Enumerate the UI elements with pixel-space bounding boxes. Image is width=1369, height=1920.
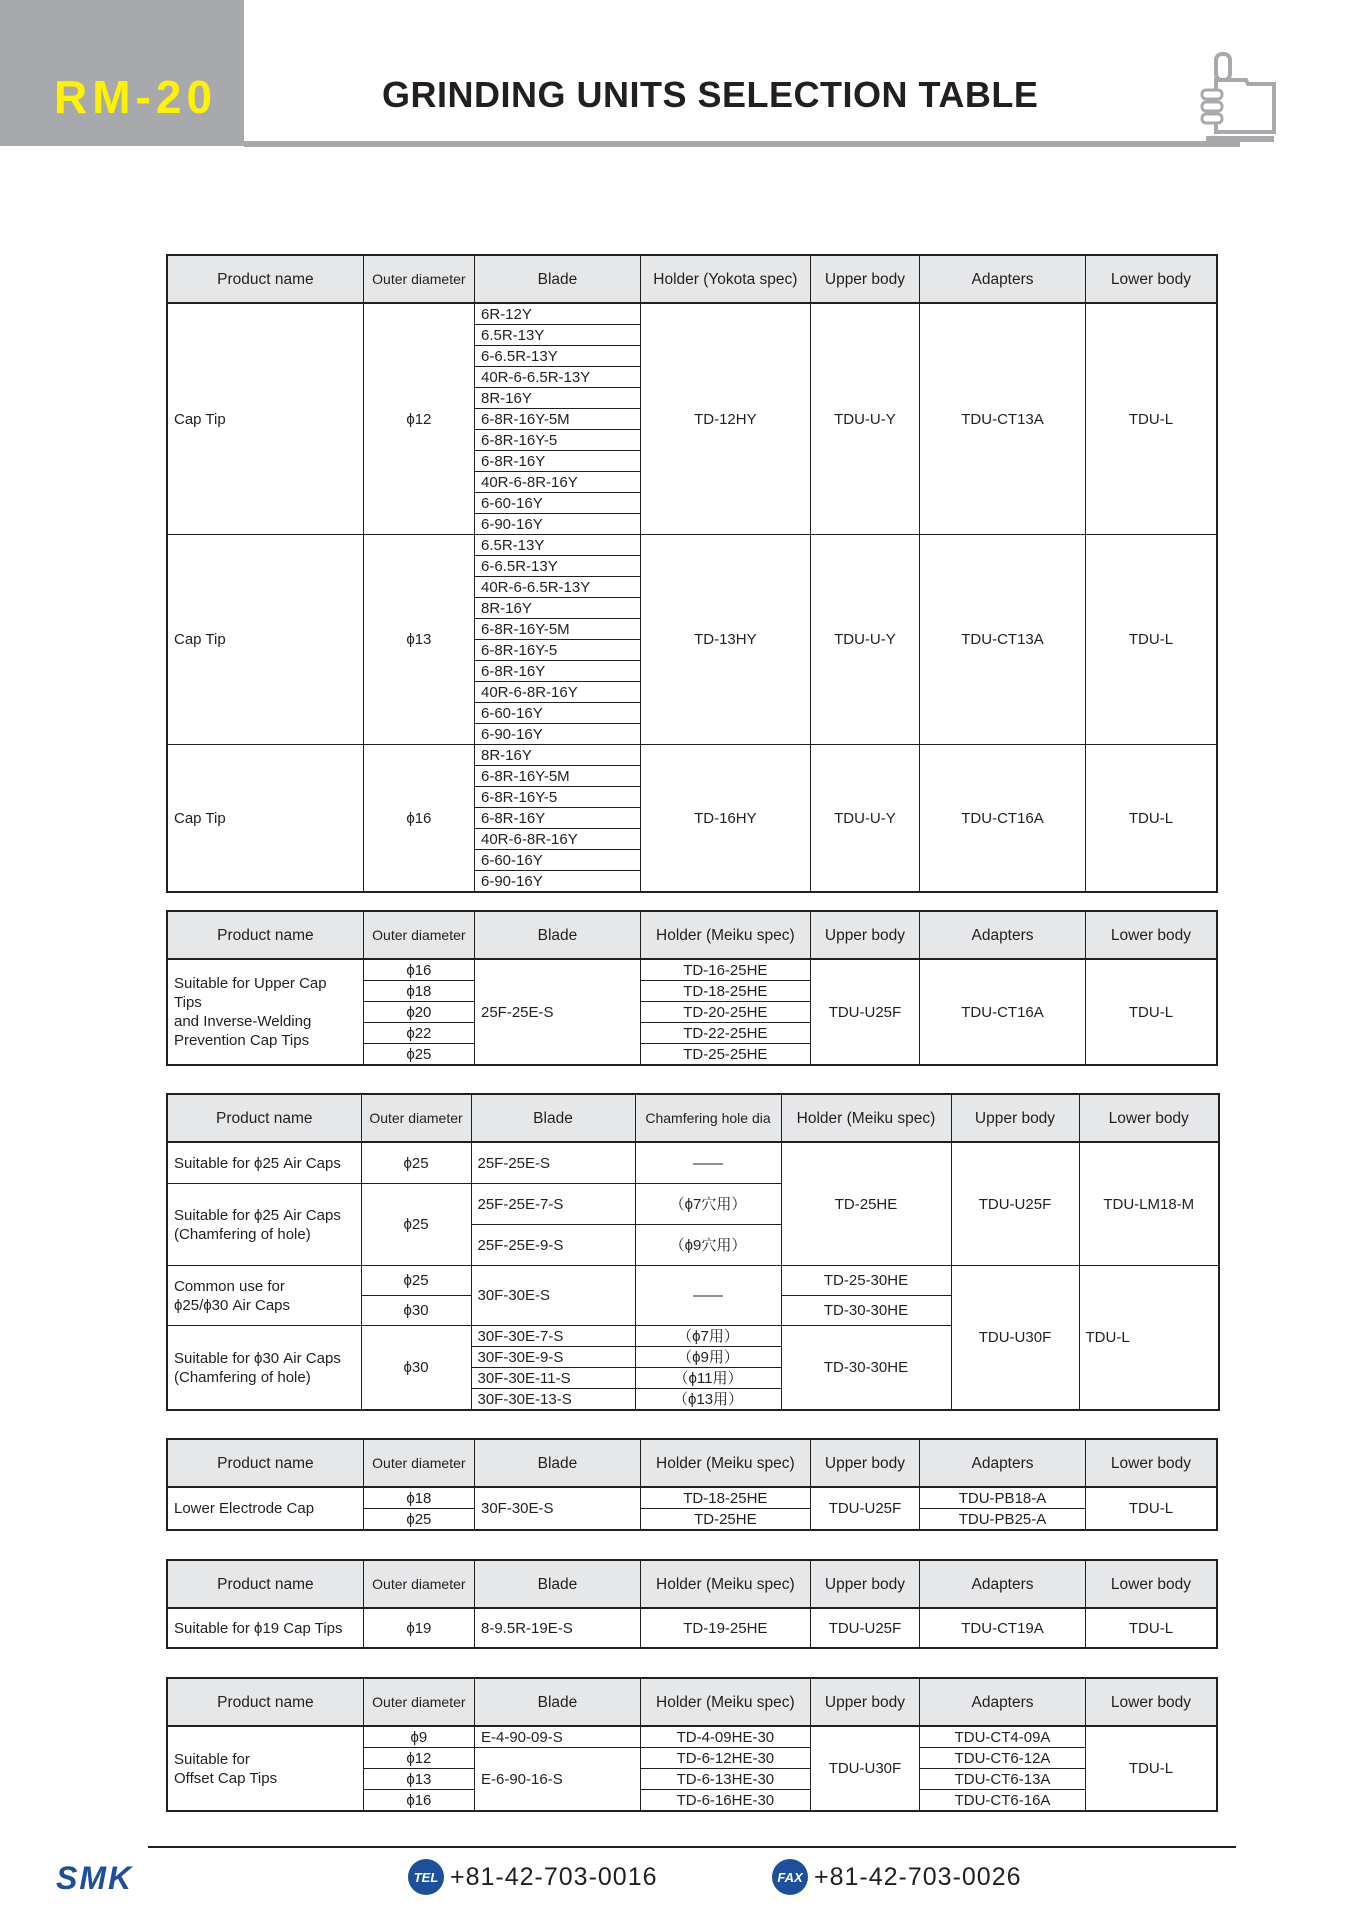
table-row xyxy=(167,303,1217,325)
lower-body-cell: TDU-L xyxy=(1079,1266,1219,1411)
holder-cell: TD-4-09HE-30 xyxy=(640,1726,810,1748)
chamfering-hole-cell: （ϕ13用） xyxy=(635,1389,781,1411)
table-row xyxy=(167,1487,1217,1509)
upper-body-cell: TDU-U25F xyxy=(810,1608,919,1648)
product-name-cell: Suitable for ϕ19 Cap Tips xyxy=(167,1608,363,1648)
blade-cell: 6-90-16Y xyxy=(475,514,641,535)
header-holder: Holder (Yokota spec) xyxy=(640,255,810,303)
header-outer-diameter: Outer diameter xyxy=(361,1094,471,1142)
header-adapters: Adapters xyxy=(920,1439,1086,1487)
header-lower-body: Lower body xyxy=(1085,1678,1217,1726)
blade-cell: 6-60-16Y xyxy=(475,703,641,724)
lower-body-cell: TDU-L xyxy=(1085,1487,1217,1530)
header-adapters: Adapters xyxy=(920,1560,1086,1608)
product-name-cell: Suitable for ϕ25 Air Caps xyxy=(167,1142,361,1184)
header-outer-diameter: Outer diameter xyxy=(363,1560,474,1608)
chamfering-hole-cell: —— xyxy=(635,1266,781,1326)
header-holder: Holder (Meiku spec) xyxy=(640,911,810,959)
holder-cell: TD-12HY xyxy=(640,303,810,535)
header-upper-body: Upper body xyxy=(810,1678,919,1726)
adapter-cell: TDU-CT19A xyxy=(920,1608,1086,1648)
holder-cell: TD-20-25HE xyxy=(640,1002,810,1023)
outer-diameter-cell: ϕ20 xyxy=(363,1002,474,1023)
air-cap-table xyxy=(166,1093,1220,1411)
blade-cell: 25F-25E-7-S xyxy=(471,1184,635,1225)
table-header-row xyxy=(167,1439,1217,1487)
lower-body-cell: TDU-L xyxy=(1085,303,1217,535)
product-name-cell: Suitable for ϕ25 Air Caps (Chamfering of hole) xyxy=(167,1184,361,1266)
blade-cell: 30F-30E-S xyxy=(475,1487,641,1530)
outer-diameter-cell: ϕ18 xyxy=(363,1487,474,1509)
lower-electrode-cap-table xyxy=(166,1438,1218,1531)
outer-diameter-cell: ϕ13 xyxy=(363,1769,474,1790)
product-name-cell: Suitable for Offset Cap Tips xyxy=(167,1726,363,1811)
header-holder: Holder (Meiku spec) xyxy=(640,1678,810,1726)
adapter-cell: TDU-CT16A xyxy=(920,745,1086,893)
chamfering-hole-cell: —— xyxy=(635,1142,781,1184)
svg-text:SMK: SMK xyxy=(56,1862,134,1894)
header-blade: Blade xyxy=(475,911,641,959)
holder-cell: TD-19-25HE xyxy=(640,1608,810,1648)
table-row xyxy=(167,1608,1217,1648)
product-name-cell: Cap Tip xyxy=(167,745,363,893)
blade-cell: 6-8R-16Y-5M xyxy=(475,766,641,787)
blade-cell: 6.5R-13Y xyxy=(475,535,641,556)
chamfering-hole-cell: （ϕ11用） xyxy=(635,1368,781,1389)
table-row xyxy=(167,1726,1217,1748)
upper-body-cell: TDU-U25F xyxy=(810,959,919,1065)
outer-diameter-cell: ϕ25 xyxy=(361,1266,471,1296)
adapter-cell: TDU-CT6-12A xyxy=(920,1748,1086,1769)
blade-cell: 6-8R-16Y-5 xyxy=(475,640,641,661)
holder-cell: TD-6-13HE-30 xyxy=(640,1769,810,1790)
product-name-cell: Cap Tip xyxy=(167,535,363,745)
table-row xyxy=(167,959,1217,981)
header-holder: Holder (Meiku spec) xyxy=(781,1094,951,1142)
page-title: GRINDING UNITS SELECTION TABLE xyxy=(382,74,1039,115)
lower-body-cell: TDU-L xyxy=(1085,959,1217,1065)
header-upper-body: Upper body xyxy=(810,1560,919,1608)
outer-diameter-cell: ϕ12 xyxy=(363,1748,474,1769)
product-name-cell: Suitable for ϕ30 Air Caps (Chamfering of hole) xyxy=(167,1326,361,1411)
header-adapters: Adapters xyxy=(920,1678,1086,1726)
fax-number: +81-42-703-0026 xyxy=(814,1862,1022,1891)
header-upper-body: Upper body xyxy=(951,1094,1079,1142)
blade-cell: 8R-16Y xyxy=(475,598,641,619)
header-divider xyxy=(244,141,1240,147)
footer-divider xyxy=(148,1846,1236,1848)
adapter-cell: TDU-CT13A xyxy=(920,303,1086,535)
adapter-cell: TDU-PB18-A xyxy=(920,1487,1086,1509)
upper-cap-tip-table xyxy=(166,910,1218,1066)
header-adapters: Adapters xyxy=(920,255,1086,303)
holder-cell: TD-25-25HE xyxy=(640,1044,810,1066)
blade-cell: 6-6.5R-13Y xyxy=(475,346,641,367)
outer-diameter-cell: ϕ25 xyxy=(363,1509,474,1531)
upper-body-cell: TDU-U-Y xyxy=(810,535,919,745)
chamfering-hole-cell: （ϕ7用） xyxy=(635,1326,781,1347)
outer-diameter-cell: ϕ30 xyxy=(361,1296,471,1326)
table-row xyxy=(167,745,1217,766)
holder-cell: TD-25HE xyxy=(781,1142,951,1266)
outer-diameter-cell: ϕ12 xyxy=(363,303,474,535)
header-outer-diameter: Outer diameter xyxy=(363,911,474,959)
header-lower-body: Lower body xyxy=(1079,1094,1219,1142)
blade-cell: 6-90-16Y xyxy=(475,724,641,745)
product-name-cell: Lower Electrode Cap xyxy=(167,1487,363,1530)
upper-body-cell: TDU-U25F xyxy=(951,1142,1079,1266)
outer-diameter-cell: ϕ9 xyxy=(363,1726,474,1748)
header-outer-diameter: Outer diameter xyxy=(363,255,474,303)
tel-number: +81-42-703-0016 xyxy=(450,1862,658,1891)
outer-diameter-cell: ϕ22 xyxy=(363,1023,474,1044)
table-row xyxy=(167,1266,1219,1296)
smk-logo xyxy=(56,1862,162,1894)
header-blade: Blade xyxy=(475,255,641,303)
blade-cell: 30F-30E-11-S xyxy=(471,1368,635,1389)
holder-cell: TD-16HY xyxy=(640,745,810,893)
fax-icon: FAX xyxy=(772,1859,808,1895)
fax-contact xyxy=(772,1857,1022,1897)
holder-cell: TD-18-25HE xyxy=(640,1487,810,1509)
blade-cell: 6-8R-16Y xyxy=(475,808,641,829)
lower-body-cell: TDU-L xyxy=(1085,535,1217,745)
holder-cell: TD-6-12HE-30 xyxy=(640,1748,810,1769)
adapter-cell: TDU-CT6-13A xyxy=(920,1769,1086,1790)
blade-cell: 30F-30E-13-S xyxy=(471,1389,635,1411)
outer-diameter-cell: ϕ16 xyxy=(363,745,474,893)
adapter-cell: TDU-PB25-A xyxy=(920,1509,1086,1531)
blade-cell: E-4-90-09-S xyxy=(475,1726,641,1748)
header-lower-body: Lower body xyxy=(1085,255,1217,303)
blade-cell: 40R-6-6.5R-13Y xyxy=(475,367,641,388)
outer-diameter-cell: ϕ25 xyxy=(363,1044,474,1066)
outer-diameter-cell: ϕ16 xyxy=(363,1790,474,1812)
blade-cell: 6-8R-16Y-5M xyxy=(475,409,641,430)
upper-body-cell: TDU-U30F xyxy=(810,1726,919,1811)
blade-cell: 6-8R-16Y-5M xyxy=(475,619,641,640)
chamfering-hole-cell: （ϕ7穴用） xyxy=(635,1184,781,1225)
blade-cell: 6-8R-16Y-5 xyxy=(475,787,641,808)
adapter-cell: TDU-CT6-16A xyxy=(920,1790,1086,1812)
blade-cell: 6-8R-16Y xyxy=(475,661,641,682)
product-name-cell: Common use for ϕ25/ϕ30 Air Caps xyxy=(167,1266,361,1326)
header-blade: Blade xyxy=(475,1439,641,1487)
header-outer-diameter: Outer diameter xyxy=(363,1678,474,1726)
blade-cell: 6-90-16Y xyxy=(475,871,641,893)
blade-cell: 40R-6-8R-16Y xyxy=(475,829,641,850)
upper-body-cell: TDU-U25F xyxy=(810,1487,919,1530)
holder-cell: TD-16-25HE xyxy=(640,959,810,981)
header-lower-body: Lower body xyxy=(1085,911,1217,959)
table-header-row xyxy=(167,1094,1219,1142)
outer-diameter-cell: ϕ19 xyxy=(363,1608,474,1648)
holder-cell: TD-30-30HE xyxy=(781,1296,951,1326)
header-product-name: Product name xyxy=(167,255,363,303)
table-header-row xyxy=(167,1560,1217,1608)
adapter-cell: TDU-CT16A xyxy=(920,959,1086,1065)
header-upper-body: Upper body xyxy=(810,255,919,303)
blade-cell: 6-6.5R-13Y xyxy=(475,556,641,577)
table-header-row xyxy=(167,255,1217,303)
table-header-row xyxy=(167,911,1217,959)
blade-cell: 30F-30E-7-S xyxy=(471,1326,635,1347)
lower-body-cell: TDU-L xyxy=(1085,745,1217,893)
blade-cell: 8R-16Y xyxy=(475,745,641,766)
holder-cell: TD-6-16HE-30 xyxy=(640,1790,810,1812)
blade-cell: 6-8R-16Y-5 xyxy=(475,430,641,451)
blade-cell: 40R-6-8R-16Y xyxy=(475,682,641,703)
outer-diameter-cell: ϕ25 xyxy=(361,1184,471,1266)
table-header-row xyxy=(167,1678,1217,1726)
product-name-cell: Cap Tip xyxy=(167,303,363,535)
header-product-name: Product name xyxy=(167,1439,363,1487)
header-product-name: Product name xyxy=(167,1094,361,1142)
blade-cell: 6-60-16Y xyxy=(475,493,641,514)
holder-cell: TD-22-25HE xyxy=(640,1023,810,1044)
blade-cell: 30F-30E-9-S xyxy=(471,1347,635,1368)
outer-diameter-cell: ϕ25 xyxy=(361,1142,471,1184)
outer-diameter-cell: ϕ30 xyxy=(361,1326,471,1411)
blade-cell: 30F-30E-S xyxy=(471,1266,635,1326)
holder-cell: TD-25HE xyxy=(640,1509,810,1531)
blade-cell: 8-9.5R-19E-S xyxy=(475,1608,641,1648)
blade-cell: 8R-16Y xyxy=(475,388,641,409)
series-code: RM-20 xyxy=(54,71,218,123)
blade-cell: 40R-6-6.5R-13Y xyxy=(475,577,641,598)
lower-body-cell: TDU-L xyxy=(1085,1726,1217,1811)
outer-diameter-cell: ϕ18 xyxy=(363,981,474,1002)
yokota-cap-tip-table xyxy=(166,254,1218,893)
header-product-name: Product name xyxy=(167,1678,363,1726)
blade-cell: 6R-12Y xyxy=(475,303,641,325)
series-code-box xyxy=(0,0,244,146)
tel-icon: TEL xyxy=(408,1859,444,1895)
holder-cell: TD-13HY xyxy=(640,535,810,745)
header-blade: Blade xyxy=(471,1094,635,1142)
header-adapters: Adapters xyxy=(920,911,1086,959)
adapter-cell: TDU-CT13A xyxy=(920,535,1086,745)
upper-body-cell: TDU-U30F xyxy=(951,1266,1079,1411)
table-row xyxy=(167,1142,1219,1184)
blade-cell: 40R-6-8R-16Y xyxy=(475,472,641,493)
header-holder: Holder (Meiku spec) xyxy=(640,1560,810,1608)
header-blade: Blade xyxy=(475,1678,641,1726)
phi19-cap-tip-table xyxy=(166,1559,1218,1649)
holder-cell: TD-25-30HE xyxy=(781,1266,951,1296)
chamfering-hole-cell: （ϕ9用） xyxy=(635,1347,781,1368)
header-product-name: Product name xyxy=(167,1560,363,1608)
lower-body-cell: TDU-LM18-M xyxy=(1079,1142,1219,1266)
header-product-name: Product name xyxy=(167,911,363,959)
header-chamfering-hole: Chamfering hole dia xyxy=(635,1094,781,1142)
offset-cap-tip-table xyxy=(166,1677,1218,1812)
table-row xyxy=(167,535,1217,556)
upper-body-cell: TDU-U-Y xyxy=(810,303,919,535)
upper-body-cell: TDU-U-Y xyxy=(810,745,919,893)
blade-cell: 25F-25E-S xyxy=(471,1142,635,1184)
blade-cell: 25F-25E-S xyxy=(475,959,641,1065)
holder-cell: TD-18-25HE xyxy=(640,981,810,1002)
blade-cell: 6.5R-13Y xyxy=(475,325,641,346)
header-lower-body: Lower body xyxy=(1085,1439,1217,1487)
blade-cell: E-6-90-16-S xyxy=(475,1748,641,1812)
product-name-cell: Suitable for Upper Cap Tips and Inverse-Welding Prevention Cap Tips xyxy=(167,959,363,1065)
blade-cell: 6-8R-16Y xyxy=(475,451,641,472)
hand-pointing-icon xyxy=(1200,50,1280,142)
blade-cell: 25F-25E-9-S xyxy=(471,1225,635,1266)
header-holder: Holder (Meiku spec) xyxy=(640,1439,810,1487)
tel-contact xyxy=(408,1857,658,1897)
adapter-cell: TDU-CT4-09A xyxy=(920,1726,1086,1748)
header-upper-body: Upper body xyxy=(810,1439,919,1487)
header-lower-body: Lower body xyxy=(1085,1560,1217,1608)
header-upper-body: Upper body xyxy=(810,911,919,959)
chamfering-hole-cell: （ϕ9穴用） xyxy=(635,1225,781,1266)
outer-diameter-cell: ϕ13 xyxy=(363,535,474,745)
blade-cell: 6-60-16Y xyxy=(475,850,641,871)
lower-body-cell: TDU-L xyxy=(1085,1608,1217,1648)
header-outer-diameter: Outer diameter xyxy=(363,1439,474,1487)
holder-cell: TD-30-30HE xyxy=(781,1326,951,1411)
outer-diameter-cell: ϕ16 xyxy=(363,959,474,981)
header-blade: Blade xyxy=(475,1560,641,1608)
